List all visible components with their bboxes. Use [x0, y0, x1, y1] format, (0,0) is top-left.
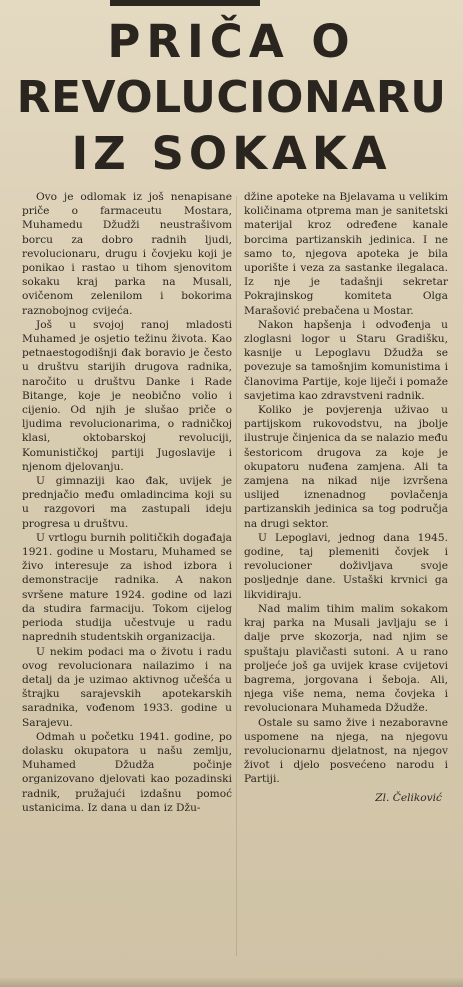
paragraph: Koliko je povjerenja uživao u partijskom rukovodstvu, na jbolje ilustruje činjenica da se nalazio među šestoricom drugova za koje je okupatoru nuđena zamjena. Ali ta zamjena na nikad nije izvršena uslijed iznenadnog povlačenja partizanskih jedinica sa tog područja na drugi sektor.	[244, 404, 448, 530]
top-rule	[110, 0, 260, 6]
paragraph: U nekim podaci ma o životu i radu ovog revolucionara nailazimo i na detalj da je uzimao aktivnog učešća u štrajku sarajevskih apotekarskih saradnika, vođenom 1933. godine u Sarajevu.	[22, 645, 232, 729]
paragraph: Nakon hapšenja i odvođenja u zloglasni logor u Staru Gradišku, kasnije u Lepoglavu Džudža se povezuje sa tamošnjim komunistima i članovima Partije, koje liječi i pomaže savjetima kao zdravstveni radnik.	[244, 318, 448, 402]
paragraph: Ovo je odlomak iz još nenapisane priče o farmaceutu Mostara, Muhamedu Džudži neustrašivom borcu za dobro radnih ljudi, revolucionaru, drugu i čovjeku koji je ponikao i rastao u tihom sjenovitom sokaku kraj parka na Musali, ovičenom zelenilom i bokorima raznobojnog cvijeća.	[22, 191, 232, 317]
paragraph: džine apoteke na Bjelavama u velikim količinama otprema man je sanitetski materijal kroz određene kanale borcima partizanskih jedinica. I ne samo to, njegova apoteka je bila uporište i veza za sastanke ilegalaca. Iz nje je tadašnji sekretar Pokrajinskog komiteta Olga Marašović prebačena u Mostar.	[244, 191, 448, 317]
article-body	[0, 190, 463, 980]
paragraph: Nad malim tihim malim sokakom kraj parka na Musali javljaju se i dalje prve skozorja, nad njim se spuštaju plavičasti sutoni. A u rano proljeće još ga uvijek krase cvijetovi bagrema, jorgovana i šeboja. Ali, njega više nema, nema čovjeka i revolucionara Muhameda Džudže.	[244, 602, 448, 715]
paragraph: U gimnaziji kao đak, uvijek je prednjačio među omladincima koji su u razgovori ma zastupali ideju progresa u društvu.	[22, 475, 232, 530]
headline-line-2: REVOLUCIONARU	[16, 72, 447, 123]
headline-line-3: IZ SOKAKA	[71, 127, 392, 180]
headline	[0, 14, 463, 182]
paragraph: Još u svojoj ranoj mladosti Muhamed je osjetio težinu života. Kao petnaestogodišnji đak boravio je često u društvu starijih drugova radnika, naročito u društvu Danke i Rade Bitange, koje je neobično volio i cijenio. Od njih je slušao priče o ljudima revolucionarima, o radničkoj klasi, oktobarskoj revoluciji, Komunističkoj partiji Jugoslavije i njenom djelovanju.	[22, 318, 232, 473]
left-column	[22, 190, 232, 980]
paper-edge	[0, 977, 463, 987]
author-signature: Zl. Čeliković	[375, 791, 442, 804]
paragraph: U Lepoglavi, jednog dana 1945. godine, taj plemeniti čovjek i revolucioner doživljava svoje posljednje dane. Ustaški krvnici ga likvidiraju.	[244, 531, 448, 601]
paragraph: Odmah u početku 1941. godine, po dolasku okupatora u našu zemlju, Muhamed Džudža počinje organizovano djelovati kao pozadinski radnik, pružajući izdašnu pomoć ustanicima. Iz dana u dan iz Džu-	[22, 730, 232, 814]
headline-line-1: PRIČA O	[107, 15, 356, 68]
paragraph: U vrtlogu burnih političkih događaja 1921. godine u Mostaru, Muhamed se živo interesuje za ishod izbora i demonstracije radnika. A nakon svršene mature 1924. godine od lazi da studira farmaciju. Tokom cijelog perioda studija učestvuje u radu naprednih studentskih organizacija.	[22, 531, 232, 644]
right-column	[244, 190, 448, 980]
paragraph: Ostale su samo žive i nezaboravne uspomene na njega, na njegovu revolucionarnu djelatnost, na njegov život i djelo posvećeno narodu i Partiji.	[244, 716, 448, 786]
